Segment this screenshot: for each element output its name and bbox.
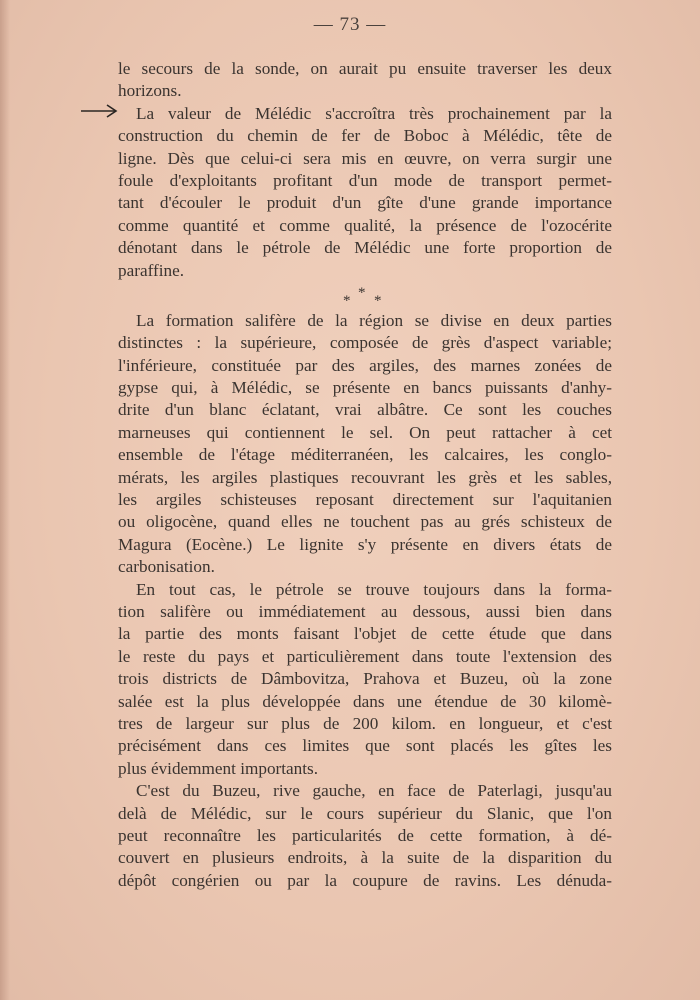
- body-text: [118, 58, 612, 892]
- text-line: ou oligocène, quand elles ne touchent pas au grés schisteux de: [118, 512, 612, 532]
- asterism-star: *: [358, 284, 366, 301]
- text-line: Magura (Eocène.) Le lignite s'y présente en divers états de: [118, 534, 612, 554]
- text-line: trois districts de Dâmbovitza, Prahova et Buzeu, où la zone: [118, 669, 612, 689]
- paragraph: [118, 310, 612, 579]
- text-line: drite d'un blanc éclatant, vrai albâtre. Ce sont les couches: [118, 400, 612, 420]
- text-line: le reste du pays et particulièrement dans toute l'extension des: [118, 646, 612, 666]
- text-line: paraffine.: [118, 260, 185, 280]
- text-line: La valeur de Mélédic s'accroîtra très prochainement par la: [136, 103, 612, 123]
- text-line: foule d'exploitants profitant d'un mode de transport permet-: [118, 170, 612, 190]
- text-line: ensemble de l'étage méditerranéen, les calcaires, les conglo-: [118, 445, 612, 465]
- text-line: les argiles schisteuses reposant directement sur l'aquitanien: [118, 490, 612, 510]
- text-line: dénotant dans le pétrole de Mélédic une forte proportion de: [118, 238, 612, 258]
- text-line: delà de Mélédic, sur le cours supérieur du Slanic, que l'on: [118, 803, 612, 823]
- text-line: marneuses qui contiennent le sel. On peut rattacher à cet: [118, 422, 612, 442]
- paragraph: [118, 58, 612, 103]
- paragraph: [118, 103, 612, 282]
- page-number: — 73 —: [313, 14, 387, 35]
- text-line: précisément dans ces limites que sont placés les gîtes les: [118, 736, 612, 756]
- text-line: couvert en plusieurs endroits, à la suite de la disparition du: [118, 848, 612, 868]
- page-binding-edge: [0, 0, 10, 1000]
- text-line: carbonisation.: [118, 557, 215, 577]
- paragraph: [118, 579, 612, 781]
- text-line: dépôt congérien ou par la coupure de ravins. Les dénuda-: [118, 870, 612, 890]
- text-line: distinctes : la supérieure, composée de grès d'aspect variable;: [118, 333, 612, 353]
- text-line: la partie des monts faisant l'objet de cette étude que dans: [118, 624, 612, 644]
- paragraph: [118, 780, 612, 892]
- section-asterism: [118, 282, 612, 310]
- text-line: tant d'écouler le produit d'un gîte d'une grande importance: [118, 193, 612, 213]
- text-line: le secours de la sonde, on aurait pu ensuite traverser les deux: [118, 59, 612, 78]
- text-line: construction du chemin de fer de Boboc à Mélédic, tête de: [118, 126, 612, 146]
- text-line: comme quantité et comme qualité, la présence de l'ozocérite: [118, 215, 612, 235]
- text-line: mérats, les argiles plastiques recouvrant les grès et les sables,: [118, 467, 612, 487]
- asterism-star: *: [374, 292, 382, 309]
- text-line: gypse qui, à Mélédic, se présente en bancs puissants d'anhy-: [118, 378, 612, 398]
- text-line: C'est du Buzeu, rive gauche, en face de Paterlagi, jusqu'au: [136, 781, 612, 801]
- text-line: horizons.: [118, 81, 182, 101]
- text-line: ligne. Dès que celui-ci sera mis en œuvre, on verra surgir une: [118, 148, 612, 168]
- margin-arrow-icon: [80, 103, 118, 119]
- text-line: salée est la plus développée dans une étendue de 30 kilomè-: [118, 691, 612, 711]
- text-line: plus évidemment importants.: [118, 758, 319, 778]
- text-line: tres de largeur sur plus de 200 kilom. en longueur, et c'est: [118, 713, 612, 733]
- asterism-star: *: [343, 292, 351, 309]
- text-line: peut reconnaître les particularités de cette formation, à dé-: [118, 825, 612, 845]
- text-line: La formation salifère de la région se divise en deux parties: [136, 310, 612, 330]
- text-line: l'inférieure, constituée par des argiles, des marnes zonées de: [118, 355, 612, 375]
- text-line: tion salifère ou immédiatement au dessous, aussi bien dans: [118, 601, 612, 621]
- text-line: En tout cas, le pétrole se trouve toujours dans la forma-: [136, 579, 612, 599]
